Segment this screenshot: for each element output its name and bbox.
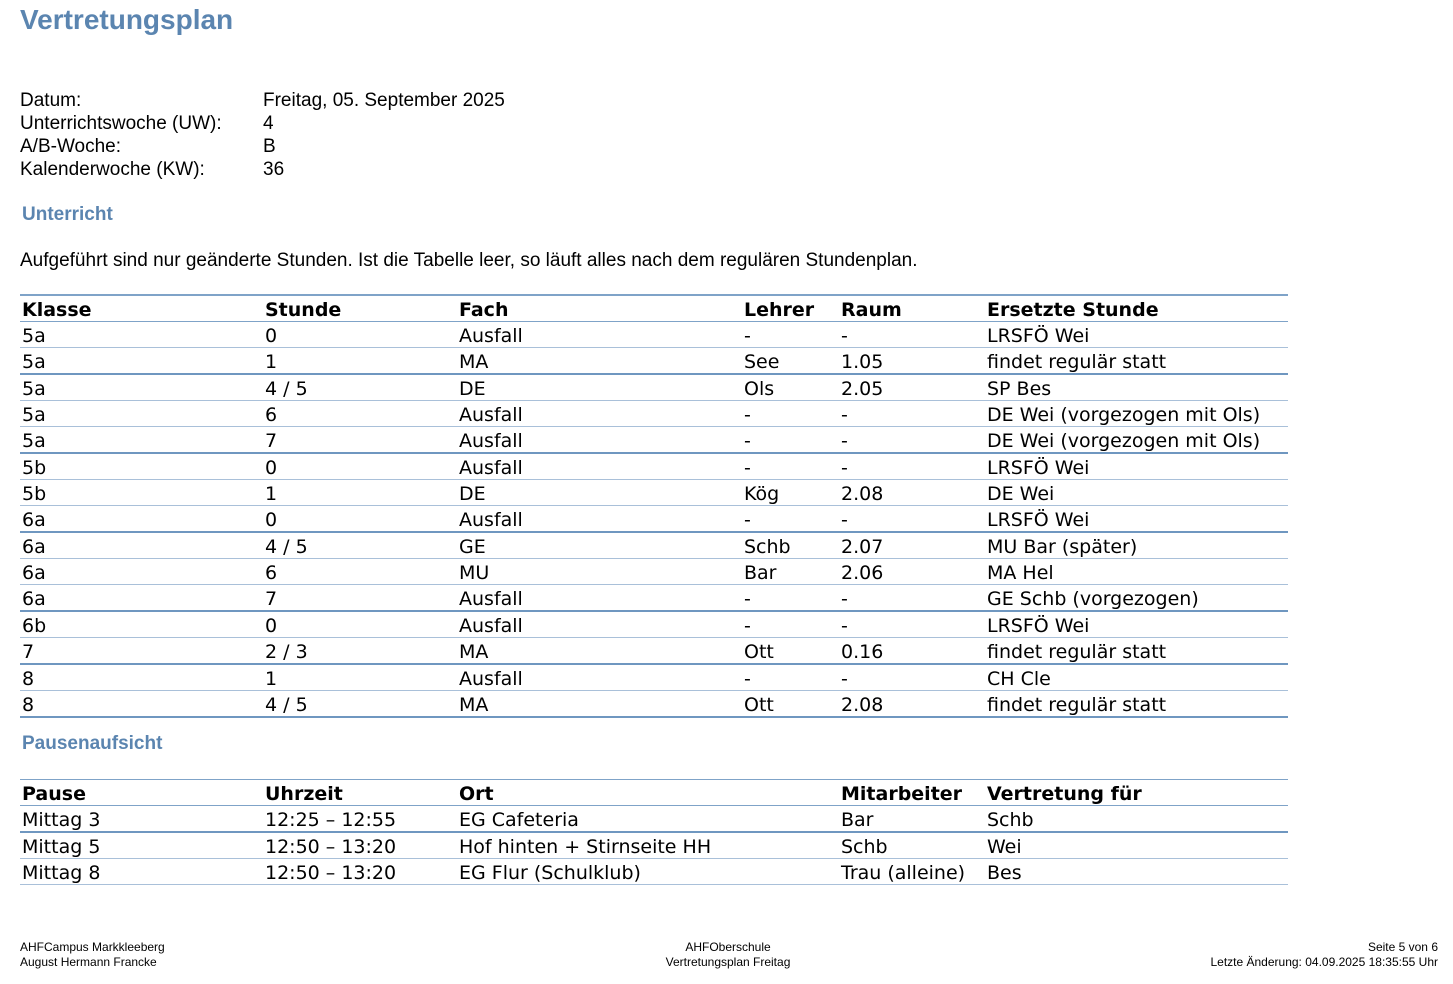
cell-lehrer: - [742,506,839,533]
cell-lehrer: - [742,611,839,638]
cell-klasse: 8 [20,664,263,691]
table-row [20,532,1288,559]
cell-raum: - [839,585,985,612]
col-header-raum: Raum [839,295,985,322]
cell-klasse: 6a [20,585,263,612]
cell-ort: EG Cafeteria [457,806,839,833]
table-row [20,638,1288,665]
substitution-table [20,294,1288,718]
cell-stunde: 2 / 3 [263,638,457,665]
cell-klasse: 6a [20,506,263,533]
cell-klasse: 8 [20,691,263,718]
cell-lehrer: - [742,585,839,612]
cell-ersetzte-stunde: findet regulär statt [985,691,1288,718]
cell-klasse: 5b [20,480,263,506]
cell-klasse: 7 [20,638,263,665]
cell-stunde: 6 [263,401,457,427]
table-row [20,453,1288,480]
cell-ersetzte-stunde: DE Wei (vorgezogen mit Ols) [985,401,1288,427]
cell-ort: Hof hinten + Stirnseite HH [457,832,839,859]
cell-fach: Ausfall [457,664,742,691]
cell-fach: MA [457,348,742,375]
cell-lehrer: - [742,401,839,427]
col-header-mitarbeiter: Mitarbeiter [839,780,985,806]
page-title: Vertretungsplan [20,4,234,35]
cell-raum: 2.05 [839,374,985,401]
cell-klasse: 5a [20,401,263,427]
col-header-ersetzte-stunde: Ersetzte Stunde [985,295,1288,322]
meta-label: Unterrichtswoche (UW): [20,113,222,134]
info-note: Aufgeführt sind nur geänderte Stunden. Ist die Tabelle leer, so läuft alles nach dem regulären Stundenplan. [20,250,918,271]
cell-fach: MA [457,691,742,718]
cell-fach: Ausfall [457,506,742,533]
meta-value: B [263,136,276,157]
table-row [20,559,1288,585]
table-row [20,806,1288,833]
footer-page-number: Seite 5 von 6 [1367,940,1438,954]
cell-lehrer: Ott [742,691,839,718]
cell-pause: Mittag 5 [20,832,263,859]
break-supervision-table [20,779,1288,885]
cell-lehrer: Ott [742,638,839,665]
col-header-stunde: Stunde [263,295,457,322]
footer-school-name: August Hermann Francke [20,955,157,969]
table-row [20,401,1288,427]
cell-mitarbeiter: Schb [839,832,985,859]
cell-ort: EG Flur (Schulklub) [457,859,839,885]
cell-klasse: 5a [20,374,263,401]
table-row [20,585,1288,612]
cell-pause: Mittag 3 [20,806,263,833]
col-header-uhrzeit: Uhrzeit [263,780,457,806]
table-row [20,322,1288,348]
table-row [20,832,1288,859]
meta-row-datum [20,89,505,112]
cell-vertretung-fuer: Schb [985,806,1288,833]
cell-fach: MA [457,638,742,665]
cell-stunde: 4 / 5 [263,374,457,401]
meta-label: A/B-Woche: [20,136,122,157]
meta-row-ab-woche [20,135,505,158]
cell-stunde: 7 [263,427,457,454]
cell-ersetzte-stunde: DE Wei (vorgezogen mit Ols) [985,427,1288,454]
table-row [20,480,1288,506]
col-header-fach: Fach [457,295,742,322]
col-header-ort: Ort [457,780,839,806]
table-row [20,427,1288,454]
table-row [20,374,1288,401]
cell-fach: Ausfall [457,453,742,480]
table-header-row [20,295,1288,322]
cell-raum: - [839,453,985,480]
cell-klasse: 6a [20,559,263,585]
col-header-pause: Pause [20,780,263,806]
cell-klasse: 5a [20,348,263,375]
cell-fach: GE [457,532,742,559]
cell-vertretung-fuer: Bes [985,859,1288,885]
cell-stunde: 0 [263,611,457,638]
cell-stunde: 6 [263,559,457,585]
cell-lehrer: Ols [742,374,839,401]
footer-center [528,940,928,970]
cell-mitarbeiter: Bar [839,806,985,833]
meta-label: Datum: [20,90,82,111]
cell-raum: 2.08 [839,691,985,718]
cell-lehrer: See [742,348,839,375]
section-title-pausenaufsicht: Pausenaufsicht [22,733,163,754]
cell-fach: Ausfall [457,401,742,427]
table-row [20,664,1288,691]
cell-pause: Mittag 8 [20,859,263,885]
footer-document-name: Vertretungsplan Freitag [665,955,791,969]
cell-raum: 1.05 [839,348,985,375]
cell-fach: Ausfall [457,585,742,612]
cell-raum: 0.16 [839,638,985,665]
cell-lehrer: Bar [742,559,839,585]
cell-lehrer: Kög [742,480,839,506]
cell-vertretung-fuer: Wei [985,832,1288,859]
meta-row-uw [20,112,505,135]
cell-raum: - [839,401,985,427]
col-header-lehrer: Lehrer [742,295,839,322]
cell-ersetzte-stunde: MA Hel [985,559,1288,585]
cell-raum: 2.08 [839,480,985,506]
footer-last-modified: Letzte Änderung: 04.09.2025 18:35:55 Uhr [1210,955,1438,969]
cell-fach: Ausfall [457,322,742,348]
cell-stunde: 4 / 5 [263,532,457,559]
cell-lehrer: - [742,664,839,691]
cell-stunde: 7 [263,585,457,612]
cell-uhrzeit: 12:50 – 13:20 [263,832,457,859]
footer-school-campus: AHFCampus Markkleeberg [20,940,165,954]
cell-ersetzte-stunde: findet regulär statt [985,638,1288,665]
cell-fach: Ausfall [457,427,742,454]
cell-klasse: 5b [20,453,263,480]
cell-mitarbeiter: Trau (alleine) [839,859,985,885]
cell-uhrzeit: 12:50 – 13:20 [263,859,457,885]
table-header-row [20,780,1288,806]
cell-ersetzte-stunde: LRSFÖ Wei [985,506,1288,533]
cell-fach: MU [457,559,742,585]
cell-stunde: 4 / 5 [263,691,457,718]
cell-ersetzte-stunde: GE Schb (vorgezogen) [985,585,1288,612]
footer-school-type: AHFOberschule [685,940,771,954]
cell-lehrer: - [742,427,839,454]
cell-ersetzte-stunde: MU Bar (später) [985,532,1288,559]
cell-stunde: 0 [263,506,457,533]
cell-fach: DE [457,480,742,506]
meta-label: Kalenderwoche (KW): [20,159,205,180]
cell-fach: DE [457,374,742,401]
footer-right [1210,940,1438,970]
cell-stunde: 0 [263,453,457,480]
cell-raum: - [839,322,985,348]
table-row [20,348,1288,375]
cell-ersetzte-stunde: findet regulär statt [985,348,1288,375]
cell-klasse: 6b [20,611,263,638]
cell-lehrer: - [742,453,839,480]
cell-klasse: 5a [20,322,263,348]
meta-info [20,89,505,181]
footer-left [20,940,165,970]
col-header-vertretung-fuer: Vertretung für [985,780,1288,806]
cell-raum: 2.07 [839,532,985,559]
table-row [20,859,1288,885]
meta-value: 36 [263,159,285,180]
table-row [20,611,1288,638]
cell-ersetzte-stunde: CH Cle [985,664,1288,691]
cell-klasse: 6a [20,532,263,559]
meta-value: Freitag, 05. September 2025 [263,90,505,111]
cell-stunde: 1 [263,480,457,506]
cell-stunde: 1 [263,348,457,375]
cell-raum: - [839,611,985,638]
cell-stunde: 0 [263,322,457,348]
cell-ersetzte-stunde: SP Bes [985,374,1288,401]
cell-ersetzte-stunde: LRSFÖ Wei [985,322,1288,348]
table-row [20,691,1288,718]
cell-lehrer: - [742,322,839,348]
meta-value: 4 [263,113,274,134]
cell-raum: - [839,506,985,533]
section-title-unterricht: Unterricht [22,204,113,225]
cell-ersetzte-stunde: DE Wei [985,480,1288,506]
cell-raum: - [839,664,985,691]
cell-lehrer: Schb [742,532,839,559]
col-header-klasse: Klasse [20,295,263,322]
cell-ersetzte-stunde: LRSFÖ Wei [985,453,1288,480]
cell-stunde: 1 [263,664,457,691]
cell-ersetzte-stunde: LRSFÖ Wei [985,611,1288,638]
cell-raum: - [839,427,985,454]
cell-klasse: 5a [20,427,263,454]
table-row [20,506,1288,533]
cell-fach: Ausfall [457,611,742,638]
cell-uhrzeit: 12:25 – 12:55 [263,806,457,833]
meta-row-kw [20,158,505,181]
cell-raum: 2.06 [839,559,985,585]
